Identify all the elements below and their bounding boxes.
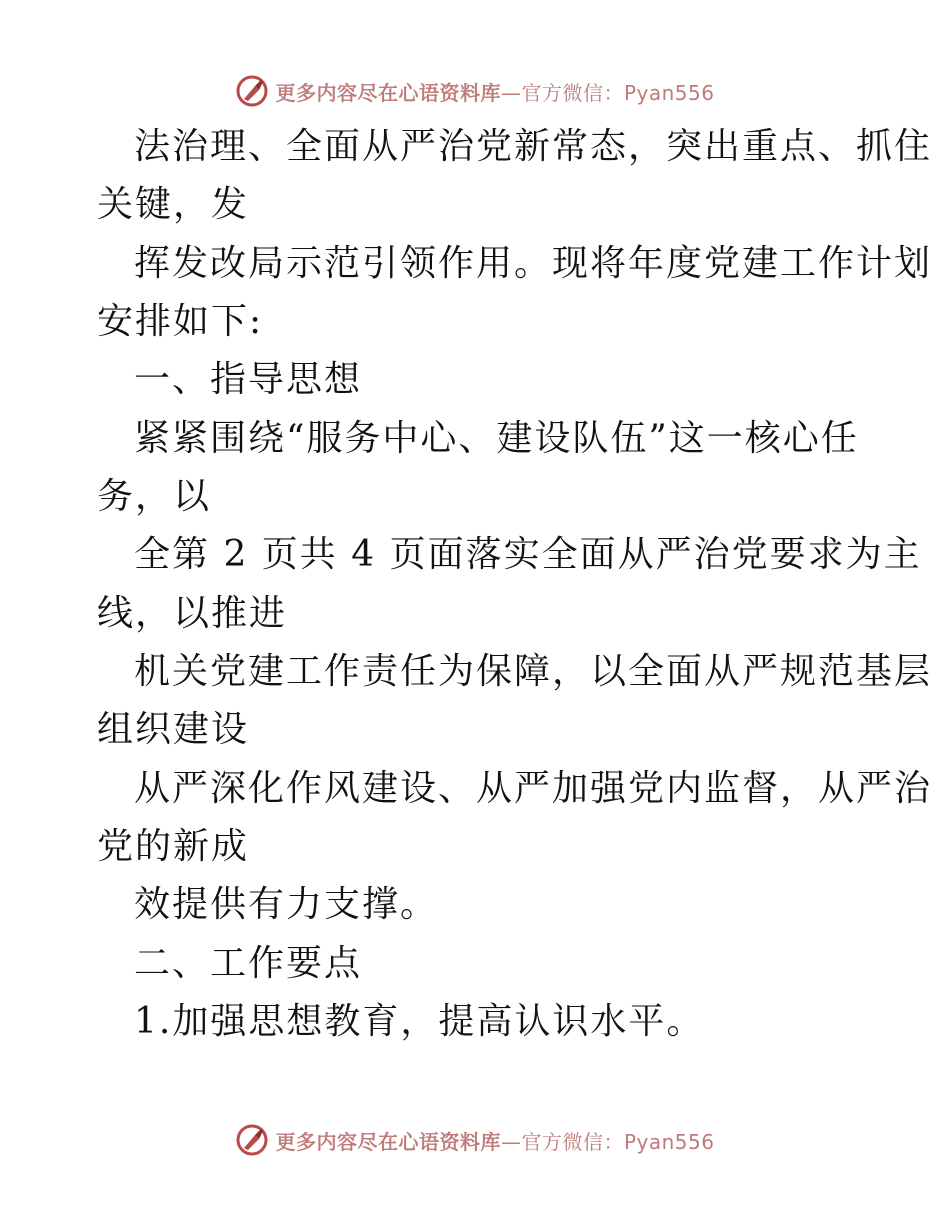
list-item: 1.加强思想教育，提高认识水平。 — [134, 1001, 705, 1042]
body-line: 法治理、全面从严治党新常态，突出重点、抓住 — [134, 126, 933, 167]
footer-banner-dash: — — [500, 1129, 522, 1154]
section-heading: 二、工作要点 — [134, 943, 363, 984]
header-banner-contact: 官方微信：Pyan556 — [521, 80, 715, 105]
body-line: 安排如下: — [97, 301, 264, 342]
body-line: 组织建设 — [97, 709, 250, 750]
pen-nib-circle-icon — [235, 74, 269, 108]
header-banner-dash: — — [500, 80, 522, 105]
body-line: 机关党建工作责任为保障，以全面从严规范基层 — [134, 651, 933, 692]
footer-banner-contact: 官方微信：Pyan556 — [521, 1129, 715, 1154]
body-line: 务，以 — [97, 476, 212, 517]
body-line: 党的新成 — [97, 826, 250, 867]
body-line: 从严深化作风建设、从严加强党内监督，从严治 — [134, 768, 933, 809]
pen-nib-circle-icon — [235, 1123, 269, 1157]
body-line: 紧紧围绕“服务中心、建设队伍”这一核心任 — [134, 418, 859, 459]
header-banner-title: 更多内容尽在心语资料库 — [275, 80, 501, 105]
body-line: 挥发改局示范引领作用。现将年度党建工作计划 — [134, 243, 933, 284]
body-line: 关键，发 — [97, 184, 250, 225]
footer-banner-title: 更多内容尽在心语资料库 — [275, 1129, 501, 1154]
body-line: 全第 2 页共 4 页面落实全面从严治党要求为主 — [134, 534, 922, 575]
body-line: 效提供有力支撑。 — [134, 884, 439, 925]
header-banner-text — [275, 77, 714, 106]
header-banner — [0, 71, 950, 111]
footer-banner-text — [275, 1126, 714, 1155]
footer-banner — [0, 1120, 950, 1160]
section-heading: 一、指导思想 — [134, 359, 363, 400]
body-line: 线，以推进 — [97, 593, 288, 634]
